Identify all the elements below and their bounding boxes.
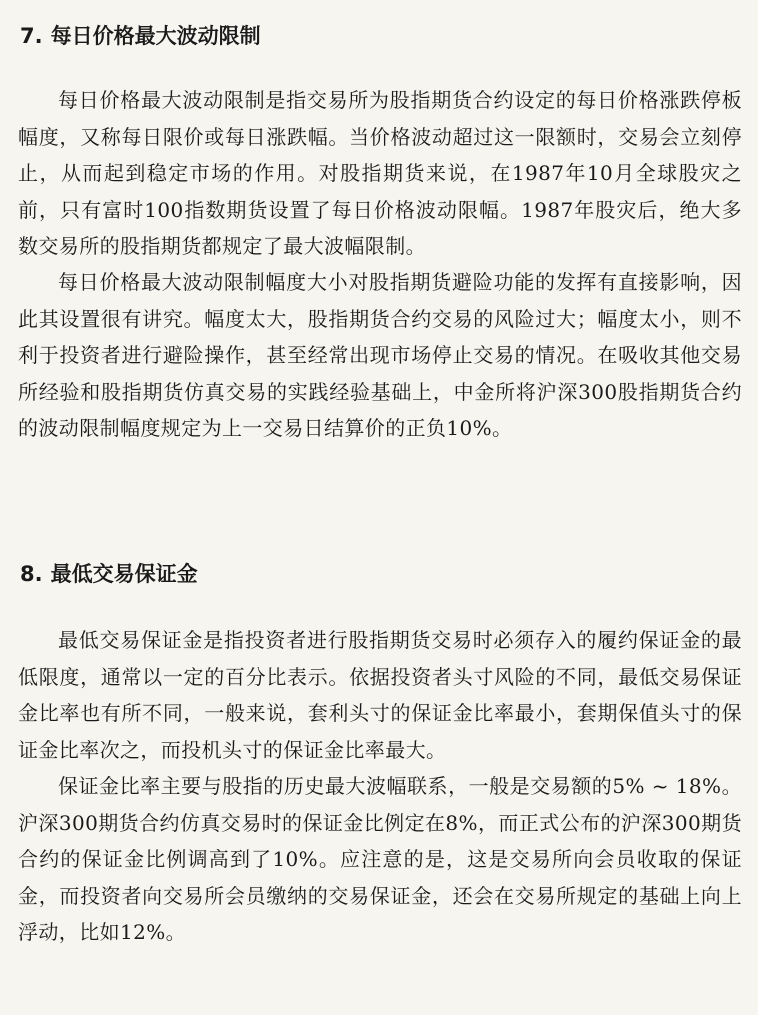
section-8-title: 最低交易保证金: [50, 562, 198, 586]
section-7-paragraph-2: 每日价格最大波动限制幅度大小对股指期货避险功能的发挥有直接影响，因此其设置很有讲究。幅度太大，股指期货合约交易的风险过大；幅度太小，则不利于投资者进行避险操作，甚至经常出现市场停止交易的情况。在吸收其他交易所经验和股指期货仿真交易的实践经验基础上，中金所将沪深300股指期货合约的波动限制幅度规定为上一交易日结算价的正负10%。: [18, 270, 742, 440]
section-8-heading: [20, 560, 198, 588]
section-8-paragraph-1: 最低交易保证金是指投资者进行股指期货交易时必须存入的履约保证金的最低限度，通常以一定的百分比表示。依据投资者头寸风险的不同，最低交易保证金比率也有所不同，一般来说，套利头寸的保证金比率最小，套期保值头寸的保证金比率次之，而投机头寸的保证金比率最大。: [18, 628, 742, 762]
section-7-paragraph-1: 每日价格最大波动限制是指交易所为股指期货合约设定的每日价格涨跌停板幅度，又称每日限价或每日涨跌幅。当价格波动超过这一限额时，交易会立刻停止，从而起到稳定市场的作用。对股指期货来说，在1987年10月全球股灾之前，只有富时100指数期货设置了每日价格波动限幅。1987年股灾后，绝大多数交易所的股指期货都规定了最大波幅限制。: [18, 88, 742, 258]
section-7-number: 7.: [20, 24, 43, 48]
section-7-heading: [20, 22, 261, 50]
section-8-number: 8.: [20, 562, 43, 586]
section-8-paragraph-2: 保证金比率主要与股指的历史最大波幅联系，一般是交易额的5% ~ 18%。沪深300期货合约仿真交易时的保证金比例定在8%，而正式公布的沪深300期货合约的保证金比例调高到了10%。应注意的是，这是交易所向会员收取的保证金，而投资者向交易所会员缴纳的交易保证金，还会在交易所规定的基础上向上浮动，比如12%。: [18, 774, 742, 944]
section-7-title: 每日价格最大波动限制: [50, 24, 261, 48]
